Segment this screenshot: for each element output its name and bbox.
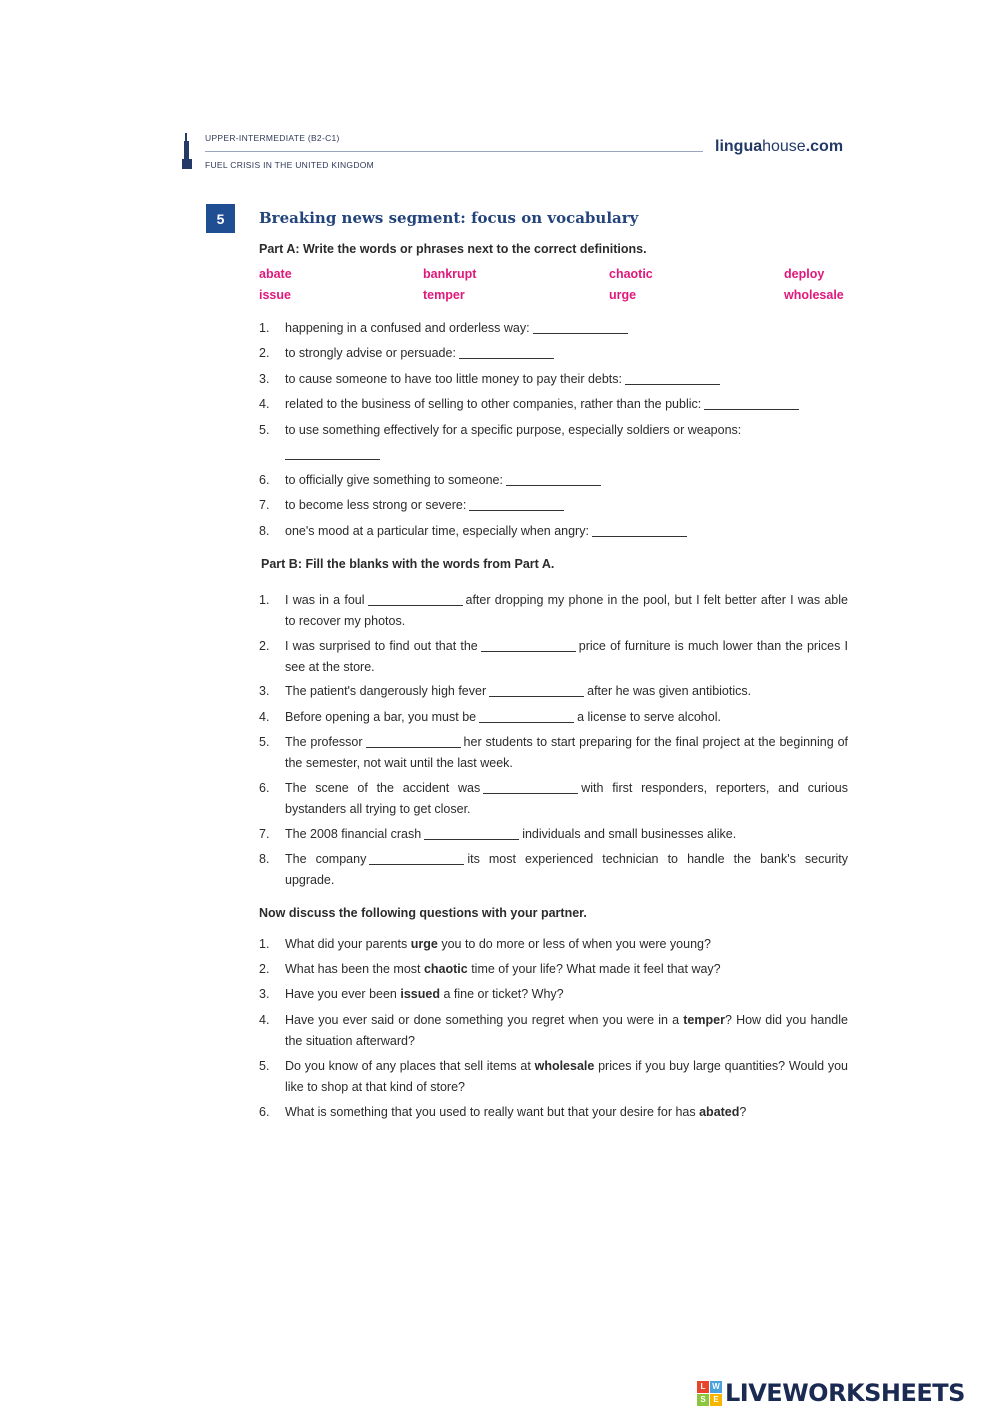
lesson-topic: FUEL CRISIS IN THE UNITED KINGDOM	[205, 160, 375, 170]
question-text: Have you ever been	[285, 987, 401, 1001]
logo-bold: lingua	[715, 138, 763, 155]
item-number: 5.	[259, 423, 270, 437]
answer-blank[interactable]	[459, 358, 554, 359]
discussion-question	[285, 1056, 848, 1098]
answer-blank[interactable]	[366, 747, 461, 748]
keyword: chaotic	[423, 962, 468, 976]
sentence-before: The scene of the accident was	[285, 781, 481, 795]
statue-of-liberty-icon	[181, 133, 193, 169]
item-number: 6.	[259, 1105, 270, 1119]
discussion-question	[285, 934, 848, 955]
logo-tld: .com	[805, 138, 844, 155]
item-number: 8.	[259, 524, 270, 538]
course-level: UPPER-INTERMEDIATE (B2-C1)	[205, 133, 340, 143]
sentence-item	[285, 824, 848, 845]
definition-text: to officially give something to someone:	[285, 473, 503, 487]
word-wholesale: wholesale	[784, 288, 844, 302]
liveworksheets-badge-icon	[697, 1381, 722, 1406]
keyword: issued	[400, 987, 440, 1001]
item-number: 1.	[259, 593, 270, 607]
sentence-after: her students to start preparing for the final project at the beginning of the semester, not wait until the last week.	[285, 735, 848, 770]
item-number: 4.	[259, 1013, 270, 1027]
definition-item	[285, 495, 848, 516]
item-number: 2.	[259, 962, 270, 976]
sentence-item	[285, 778, 848, 820]
word-urge: urge	[609, 288, 637, 302]
definition-text: to strongly advise or persuade:	[285, 346, 456, 360]
keyword: urge	[410, 937, 438, 951]
question-text: Have you ever said or done something you regret when you were in a	[285, 1013, 684, 1027]
question-text: prices if you buy large quantities? Would you like to shop at that kind of store?	[285, 1059, 848, 1094]
item-number: 1.	[259, 321, 270, 335]
question-text: Do you know of any places that sell items at	[285, 1059, 535, 1073]
keyword: temper	[683, 1013, 725, 1027]
sentence-after: with first responders, reporters, and curious bystanders all trying to get closer.	[285, 781, 848, 816]
definition-item	[285, 369, 848, 390]
liveworksheets-brand: LIVEWORKSHEETS	[725, 1379, 965, 1407]
word-deploy: deploy	[784, 267, 825, 281]
liveworksheets-watermark[interactable]	[697, 1380, 965, 1406]
part-b-heading: Part B: Fill the blanks with the words from Part A.	[261, 557, 555, 571]
answer-blank[interactable]	[469, 510, 564, 511]
sentence-before: The company	[285, 852, 367, 866]
sentence-after: its most experienced technician to handle the bank's security upgrade.	[285, 852, 848, 887]
word-bankrupt: bankrupt	[423, 267, 477, 281]
question-text: ? How did you handle the situation afterward?	[285, 1013, 848, 1048]
answer-blank[interactable]	[489, 696, 584, 697]
sentence-before: The professor	[285, 735, 363, 749]
answer-blank[interactable]	[424, 839, 519, 840]
definition-text: happening in a confused and orderless way:	[285, 321, 530, 335]
sentence-item	[285, 681, 848, 702]
section-title: Breaking news segment: focus on vocabulary	[259, 209, 639, 227]
keyword: wholesale	[534, 1059, 595, 1073]
sentence-after: individuals and small businesses alike.	[522, 827, 737, 841]
item-number: 3.	[259, 987, 270, 1001]
answer-blank[interactable]	[483, 793, 578, 794]
section-number-badge: 5	[206, 204, 235, 233]
logo-light: house	[762, 138, 806, 155]
question-text: you to do more or less of when you were young?	[437, 937, 711, 951]
answer-blank[interactable]	[506, 485, 601, 486]
definition-item	[285, 521, 848, 542]
sentence-before: Before opening a bar, you must be	[285, 710, 477, 724]
keyword: abated	[699, 1105, 740, 1119]
badge-letter: W	[710, 1381, 722, 1393]
badge-letter: E	[710, 1394, 722, 1406]
badge-letter: S	[697, 1394, 709, 1406]
linguahouse-logo[interactable]	[715, 138, 843, 156]
definition-text: to become less strong or severe:	[285, 498, 467, 512]
word-temper: temper	[423, 288, 465, 302]
answer-blank[interactable]	[592, 536, 687, 537]
item-number: 4.	[259, 397, 270, 411]
item-number: 1.	[259, 937, 270, 951]
item-number: 2.	[259, 639, 270, 653]
definition-text: related to the business of selling to other companies, rather than the public:	[285, 397, 702, 411]
question-text: What is something that you used to really want but that your desire for has	[285, 1105, 700, 1119]
discussion-question	[285, 959, 848, 980]
answer-blank[interactable]	[479, 722, 574, 723]
question-text: time of your life? What made it feel that way?	[467, 962, 721, 976]
sentence-after: after dropping my phone in the pool, but I felt better after I was able to recover my photos.	[285, 593, 848, 628]
definition-item	[285, 470, 848, 491]
answer-blank[interactable]	[704, 409, 799, 410]
answer-blank[interactable]	[481, 651, 576, 652]
answer-blank[interactable]	[369, 864, 464, 865]
part-a-heading: Part A: Write the words or phrases next to the correct definitions.	[259, 242, 647, 256]
sentence-item	[285, 636, 848, 678]
definition-item	[285, 420, 848, 441]
item-number: 7.	[259, 827, 270, 841]
question-text: a fine or ticket? Why?	[439, 987, 564, 1001]
answer-blank[interactable]	[368, 605, 463, 606]
definition-item	[285, 394, 848, 415]
definition-item	[285, 343, 848, 364]
sentence-before: The patient's dangerously high fever	[285, 684, 487, 698]
item-number: 8.	[259, 852, 270, 866]
item-number: 3.	[259, 684, 270, 698]
sentence-item	[285, 732, 848, 774]
discussion-heading: Now discuss the following questions with your partner.	[259, 906, 587, 920]
answer-blank[interactable]	[625, 384, 720, 385]
discussion-question	[285, 1102, 848, 1123]
sentence-item	[285, 707, 848, 728]
definition-text: to cause someone to have too little money to pay their debts:	[285, 372, 623, 386]
word-chaotic: chaotic	[609, 267, 653, 281]
sentence-after: a license to serve alcohol.	[577, 710, 721, 724]
discussion-question	[285, 1010, 848, 1052]
question-text: What did your parents	[285, 937, 411, 951]
definition-item	[285, 318, 848, 339]
badge-letter: L	[697, 1381, 709, 1393]
item-number: 6.	[259, 781, 270, 795]
discussion-question	[285, 984, 848, 1005]
sentence-before: I was in a foul	[285, 593, 365, 607]
item-number: 5.	[259, 1059, 270, 1073]
sentence-item	[285, 590, 848, 632]
word-issue: issue	[259, 288, 291, 302]
question-text: ?	[739, 1105, 747, 1119]
sentence-before: I was surprised to find out that the	[285, 639, 478, 653]
item-number: 4.	[259, 710, 270, 724]
word-abate: abate	[259, 267, 292, 281]
question-text: What has been the most	[285, 962, 424, 976]
answer-blank[interactable]	[285, 459, 380, 460]
item-number: 5.	[259, 735, 270, 749]
item-number: 3.	[259, 372, 270, 386]
definition-text: to use something effectively for a specific purpose, especially soldiers or weapons:	[285, 423, 742, 437]
sentence-after: after he was given antibiotics.	[587, 684, 752, 698]
sentence-after: price of furniture is much lower than the prices I see at the store.	[285, 639, 848, 674]
header-divider	[205, 151, 703, 152]
item-number: 6.	[259, 473, 270, 487]
definition-text: one's mood at a particular time, especially when angry:	[285, 524, 589, 538]
answer-blank[interactable]	[533, 333, 628, 334]
sentence-item	[285, 849, 848, 891]
sentence-before: The 2008 financial crash	[285, 827, 422, 841]
item-number: 7.	[259, 498, 270, 512]
item-number: 2.	[259, 346, 270, 360]
